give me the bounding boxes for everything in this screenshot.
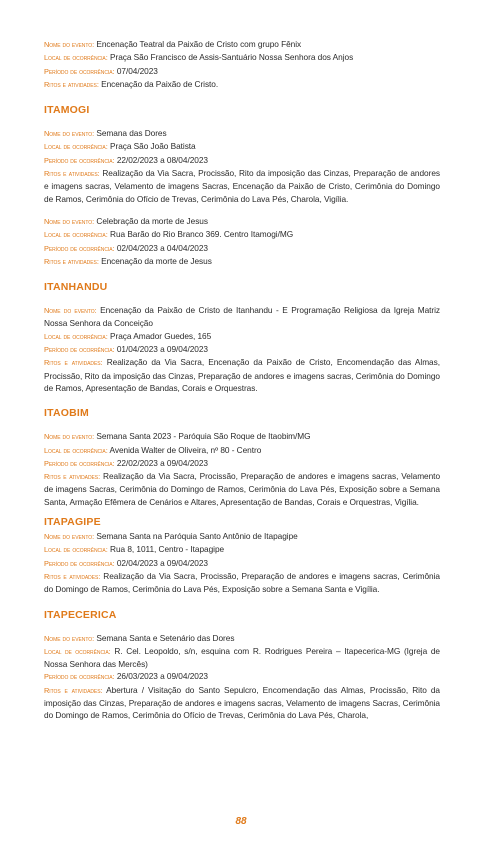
event-rites: Encenação da morte de Jesus	[101, 255, 212, 266]
event-location: Rua 8, 1011, Centro - Itapagipe	[110, 544, 225, 555]
section-itapecerica	[44, 609, 440, 722]
event-location: Praça São Francisco de Assis-Santuário Nossa Senhora dos Anjos	[110, 52, 354, 63]
event-name-label: Nome do evento:	[44, 216, 95, 226]
event-entry	[44, 38, 440, 91]
event-rites-label: Ritos e atividades:	[44, 571, 101, 581]
section-continued	[44, 38, 440, 91]
event-rites-label: Ritos e atividades:	[44, 685, 103, 695]
event-location-line	[44, 140, 440, 153]
event-location-label: Local de ocorrência:	[44, 230, 108, 240]
event-rites-line	[44, 78, 440, 91]
event-period-line	[44, 343, 440, 356]
document-body	[44, 38, 440, 732]
event-location-label: Local de ocorrência:	[44, 142, 108, 152]
page-number: 88	[235, 816, 247, 827]
event-location-line	[44, 543, 440, 556]
event-period-line	[44, 557, 440, 570]
event-entry	[44, 215, 440, 268]
event-name: Encenação Teatral da Paixão de Cristo com grupo Fênix	[96, 39, 302, 49]
event-period-label: Período de ocorrência:	[44, 458, 115, 468]
event-rites-label: Ritos e atividades:	[44, 79, 99, 89]
event-name: Celebração da morte de Jesus	[96, 215, 208, 226]
event-name-label: Nome do evento:	[44, 532, 95, 542]
event-rites-label: Ritos e atividades:	[44, 169, 100, 179]
city-heading: ITANHANDU	[44, 281, 108, 294]
city-heading: ITAPECERICA	[44, 608, 117, 621]
event-location-label: Local de ocorrência:	[44, 545, 108, 555]
event-name: Encenação da Paixão de Cristo de Itanhandu - E Programação Religiosa da Igreja Matriz Nossa Senhora da Conceição	[44, 305, 441, 329]
event-location: Praça Amador Guedes, 165	[110, 330, 212, 341]
event-name-line	[44, 38, 440, 51]
event-period-line	[44, 65, 440, 78]
event-name-line	[44, 304, 440, 330]
city-heading: ITAMOGI	[44, 104, 90, 117]
event-location: Praça São João Batista	[110, 141, 196, 152]
section-itapagipe	[44, 516, 440, 595]
event-name-line	[44, 530, 440, 543]
event-entry	[44, 127, 440, 205]
city-heading: ITAOBIM	[44, 407, 89, 420]
event-name: Semana Santa 2023 - Paróquia São Roque de Itaobim/MG	[96, 431, 311, 442]
event-name-line	[44, 127, 440, 140]
event-name-label: Nome do evento:	[44, 40, 95, 49]
event-location-line	[44, 645, 440, 671]
event-location-label: Local de ocorrência:	[44, 331, 108, 341]
event-entry	[44, 430, 440, 508]
event-period: 22/02/2023 a 08/04/2023	[116, 154, 208, 165]
event-rites-line	[44, 570, 440, 596]
event-period-line	[44, 670, 440, 683]
event-period-label: Período de ocorrência:	[44, 672, 115, 682]
event-rites: Abertura / Visitação do Santo Sepulcro, Encomendação das Almas, Procissão, Rito da imposição das Cinzas, Preparação de andores e imagens sacras, Velamento de imagens Sacras, Cerimônia do Domingo de Ramos, Cerimônia do Ofício de Trevas, Cerimônia do Lava Pés, Charola,	[44, 684, 440, 721]
event-name-line	[44, 215, 440, 228]
event-rites-line	[44, 255, 440, 268]
event-period-line	[44, 242, 440, 255]
event-location-line	[44, 444, 440, 457]
event-rites-line	[44, 356, 440, 394]
event-rites-label: Ritos e atividades:	[44, 358, 103, 368]
event-rites-line	[44, 167, 440, 205]
event-name: Semana Santa na Paróquia Santo Antônio de Itapagipe	[96, 531, 298, 542]
event-period: 22/02/2023 a 09/04/2023	[116, 457, 208, 468]
event-rites: Realização da Via Sacra, Procissão, Preparação de andores e imagens sacras, Velamento de imagens Sacras, Cerimônia do Domingo de Ramos, Cerimônia do Lava Pés, Exposição sobre a Semana Santa, Armação Efêmera de Cenários e Altares, Apresentação de Bandas, Corais e Orquestras, Vigília.	[44, 471, 441, 507]
event-rites: Realização da Via Sacra, Procissão, Rito da imposição das Cinzas, Preparação de andores e imagens sacras, Velamento de imagens Sacras, Encenação da Paixão de Cristo, Cerimônia do Domingo de Ramos, Cerimônia do Ofício de Trevas, Cerimônia do Lava Pés, Charola, Vigília.	[44, 168, 440, 204]
event-location: Rua Barão do Rio Branco 369. Centro Itamogi/MG	[110, 229, 294, 240]
event-name-label: Nome do evento:	[44, 432, 95, 442]
event-rites-label: Ritos e atividades:	[44, 472, 101, 482]
event-location-label: Local de ocorrência:	[44, 646, 111, 656]
event-period: 01/04/2023 a 09/04/2023	[116, 344, 208, 355]
event-period-label: Período de ocorrência:	[44, 345, 115, 355]
event-period-line	[44, 154, 440, 167]
event-period: 26/03/2023 a 09/04/2023	[116, 671, 208, 682]
event-location: Avenida Walter de Oliveira, nº 80 - Centro	[109, 444, 262, 455]
event-name-line	[44, 632, 440, 645]
event-location-label: Local de ocorrência:	[44, 445, 108, 455]
event-location-label: Local de ocorrência:	[44, 53, 108, 63]
section-itaobim	[44, 407, 440, 508]
event-period-label: Período de ocorrência:	[44, 66, 115, 76]
event-period: 07/04/2023	[116, 65, 158, 76]
event-period-line	[44, 457, 440, 470]
event-rites-label: Ritos e atividades:	[44, 256, 99, 266]
event-entry	[44, 304, 440, 394]
event-name: Semana Santa e Setenário das Dores	[96, 632, 235, 643]
event-name-line	[44, 430, 440, 443]
section-itanhandu	[44, 281, 440, 394]
event-rites-line	[44, 470, 440, 508]
event-period-label: Período de ocorrência:	[44, 243, 115, 253]
event-rites: Realização da Via Sacra, Encenação da Paixão de Cristo, Encomendação das Almas, Procissão, Rito da imposição das Cinzas, Preparação de andores e imagens sacras, Cerimônia do Domingo de Ramos, Apresentação de Bandas, Corais e Orquestras.	[44, 357, 440, 393]
event-entry	[44, 530, 440, 595]
event-location-line	[44, 51, 440, 64]
event-location-line	[44, 228, 440, 241]
event-name-label: Nome do evento:	[44, 306, 97, 316]
event-rites: Encenação da Paixão de Cristo.	[101, 78, 219, 89]
event-location-line	[44, 330, 440, 343]
event-period-label: Período de ocorrência:	[44, 155, 115, 165]
event-name-label: Nome do evento:	[44, 129, 95, 139]
event-period-label: Período de ocorrência:	[44, 558, 115, 568]
section-itamogi	[44, 104, 440, 268]
event-period: 02/04/2023 a 09/04/2023	[116, 557, 208, 568]
event-location: R. Cel. Leopoldo, s/n, esquina com R. Rodrigues Pereira – Itapecerica-MG (Igreja de Nossa Senhora das Mercês)	[44, 645, 440, 670]
event-name-label: Nome do evento:	[44, 633, 95, 643]
event-rites-line	[44, 684, 440, 722]
event-name: Semana das Dores	[96, 128, 167, 139]
event-entry	[44, 632, 440, 722]
event-rites: Realização da Via Sacra, Procissão, Preparação de andores e imagens sacras, Cerimônia do Domingo de Ramos, Cerimônia do Lava Pés, Exposição sobre a Semana Santa e Vigília.	[44, 570, 440, 595]
event-period: 02/04/2023 a 04/04/2023	[116, 242, 208, 253]
city-heading: ITAPAGIPE	[44, 516, 101, 529]
